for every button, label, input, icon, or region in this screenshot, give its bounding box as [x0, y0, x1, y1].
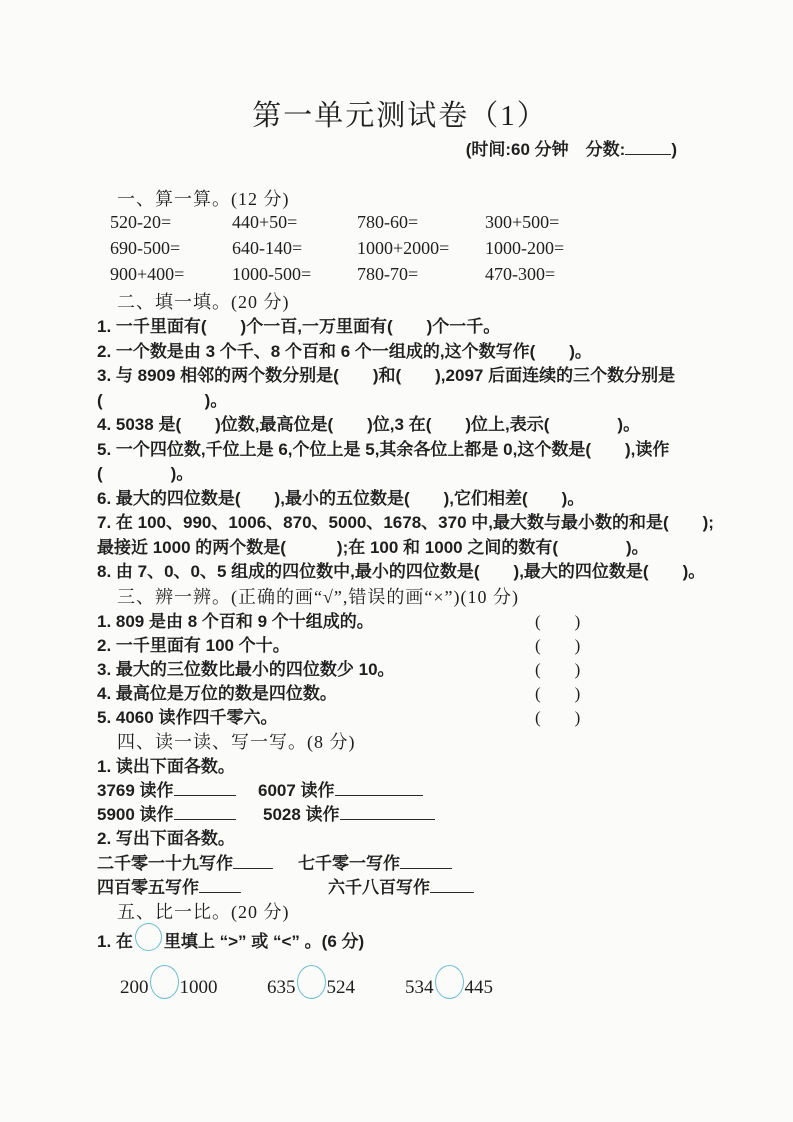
- fill-item-7-cont: 最接近 1000 的两个数是( );在 100 和 1000 之间的数有( )。: [97, 537, 649, 557]
- left-number: 635: [267, 976, 296, 998]
- fill-item-8: 8. 由 7、0、0、5 组成的四位数中,最小的四位数是( ),最大的四位数是( )。: [97, 562, 706, 582]
- write-item-label: 二千零一十九写作: [97, 853, 233, 873]
- calc-problem: 900+400=: [110, 264, 185, 285]
- fill-item-3-cont: ( )。: [97, 390, 228, 410]
- answer-blank: [174, 803, 236, 820]
- read-item-label: 3769 读作: [97, 781, 174, 801]
- tf-statement: 4. 最高位是万位的数是四位数。: [97, 683, 337, 703]
- calc-problem: 640-140=: [232, 238, 303, 259]
- read-row-2: [97, 803, 703, 827]
- fill-item-2: 2. 一个数是由 3 个千、8 个百和 6 个一组成的,这个数写作( )。: [97, 341, 592, 361]
- answer-bracket: ( ): [535, 707, 581, 727]
- calc-problem: 1000-200=: [485, 238, 565, 259]
- compare-circle-icon: [435, 965, 464, 999]
- tf-statement: 1. 809 是由 8 个百和 9 个十组成的。: [97, 611, 374, 631]
- tf-statement: 2. 一千里面有 100 个十。: [97, 635, 290, 655]
- meta-close: ): [671, 140, 677, 160]
- write-item: [328, 876, 474, 900]
- section-2-heading: 二、填一填。(20 分): [117, 292, 290, 313]
- calc-problem: 300+500=: [485, 212, 560, 233]
- compare-circle-icon: [297, 965, 326, 999]
- left-number: 200: [120, 976, 149, 998]
- tf-item-2: [97, 634, 703, 658]
- calc-row-2: [97, 238, 703, 264]
- read-item: [97, 779, 236, 803]
- read-item: [97, 803, 236, 827]
- compare-circle-icon: [150, 965, 179, 999]
- read-row-1: [97, 779, 703, 803]
- answer-blank: [335, 779, 423, 796]
- calc-problem: 440+50=: [232, 212, 298, 233]
- write-item: [97, 876, 241, 900]
- read-item: [258, 779, 423, 803]
- write-item-label: 七千零一写作: [298, 853, 400, 873]
- section-3-heading: 三、辨一辨。(正确的画“√”,错误的画“×”)(10 分): [117, 586, 519, 607]
- calc-problem: 780-70=: [357, 264, 419, 285]
- tf-item-4: [97, 682, 703, 706]
- fill-item-1: 1. 一千里面有( )个一百,一万里面有( )个一千。: [97, 317, 501, 337]
- comparison-row: [97, 965, 703, 1011]
- calc-row-1: [97, 212, 703, 238]
- tf-statement: 3. 最大的三位数比最小的四位数少 10。: [97, 659, 395, 679]
- compare-instruction-pre: 1. 在: [97, 931, 133, 951]
- right-number: 1000: [179, 976, 218, 998]
- tf-item-5: [97, 706, 703, 730]
- answer-blank: [340, 803, 435, 820]
- read-item-label: 6007 读作: [258, 781, 335, 801]
- write-row-2: [97, 876, 703, 900]
- comparison-pair: [267, 965, 355, 1011]
- page-title: 第一单元测试卷（1）: [252, 100, 548, 132]
- calc-problem: 780-60=: [357, 212, 419, 233]
- write-item: [97, 852, 273, 876]
- calc-problem: 470-300=: [485, 264, 556, 285]
- exam-meta: [97, 138, 703, 161]
- right-number: 445: [464, 976, 493, 998]
- section-4-heading: 四、读一读、写一写。(8 分): [117, 731, 356, 752]
- read-item-label: 5900 读作: [97, 805, 174, 825]
- answer-bracket: ( ): [535, 635, 581, 655]
- fill-item-4: 4. 5038 是( )位数,最高位是( )位,3 在( )位上,表示( )。: [97, 415, 641, 435]
- calc-problem: 1000+2000=: [357, 238, 450, 259]
- fill-item-5-cont: ( )。: [97, 464, 194, 484]
- calc-row-3: [97, 264, 703, 290]
- write-instruction: 2. 写出下面各数。: [97, 829, 235, 849]
- calc-problem: 520-20=: [110, 212, 172, 233]
- read-instruction: 1. 读出下面各数。: [97, 756, 235, 776]
- tf-statement: 5. 4060 读作四千零六。: [97, 707, 278, 727]
- time-label: (时间:60 分钟 分数:: [465, 140, 626, 160]
- paper-content: [97, 0, 714, 1011]
- tf-item-3: [97, 658, 703, 682]
- score-blank: [625, 138, 671, 155]
- write-item-label: 四百零五写作: [97, 877, 199, 897]
- comparison-pair: [120, 965, 218, 1011]
- left-number: 534: [405, 976, 434, 998]
- compare-instruction: [97, 927, 703, 957]
- write-item-label: 六千八百写作: [328, 877, 430, 897]
- calc-problem: 1000-500=: [232, 264, 312, 285]
- section-5-heading: 五、比一比。(20 分): [117, 901, 290, 922]
- answer-bracket: ( ): [535, 683, 581, 703]
- right-number: 524: [326, 976, 355, 998]
- answer-blank: [233, 852, 273, 869]
- answer-blank: [400, 852, 452, 869]
- compare-instruction-post: 里填上 “>” 或 “<” 。(6 分): [163, 931, 365, 951]
- write-item: [298, 852, 452, 876]
- fill-item-6: 6. 最大的四位数是( ),最小的五位数是( ),它们相差( )。: [97, 488, 585, 508]
- answer-blank: [199, 876, 241, 893]
- answer-blank: [174, 779, 236, 796]
- answer-blank: [430, 876, 474, 893]
- write-row-1: [97, 852, 703, 876]
- section-1-heading: 一、算一算。(12 分): [117, 189, 290, 210]
- fill-item-5: 5. 一个四位数,千位上是 6,个位上是 5,其余各位上都是 0,这个数是( ),读作: [97, 439, 670, 459]
- comparison-pair: [405, 965, 493, 1011]
- read-item: [263, 803, 435, 827]
- tf-item-1: [97, 610, 703, 634]
- fill-item-7: 7. 在 100、990、1006、870、5000、1678、370 中,最大数与最小数的和是( );: [97, 513, 714, 533]
- fill-item-3: 3. 与 8909 相邻的两个数分别是( )和( ),2097 后面连续的三个数分别是: [97, 366, 676, 386]
- read-item-label: 5028 读作: [263, 805, 340, 825]
- compare-circle-icon: [135, 923, 162, 951]
- answer-bracket: ( ): [535, 659, 581, 679]
- answer-bracket: ( ): [535, 611, 581, 631]
- calc-problem: 690-500=: [110, 238, 181, 259]
